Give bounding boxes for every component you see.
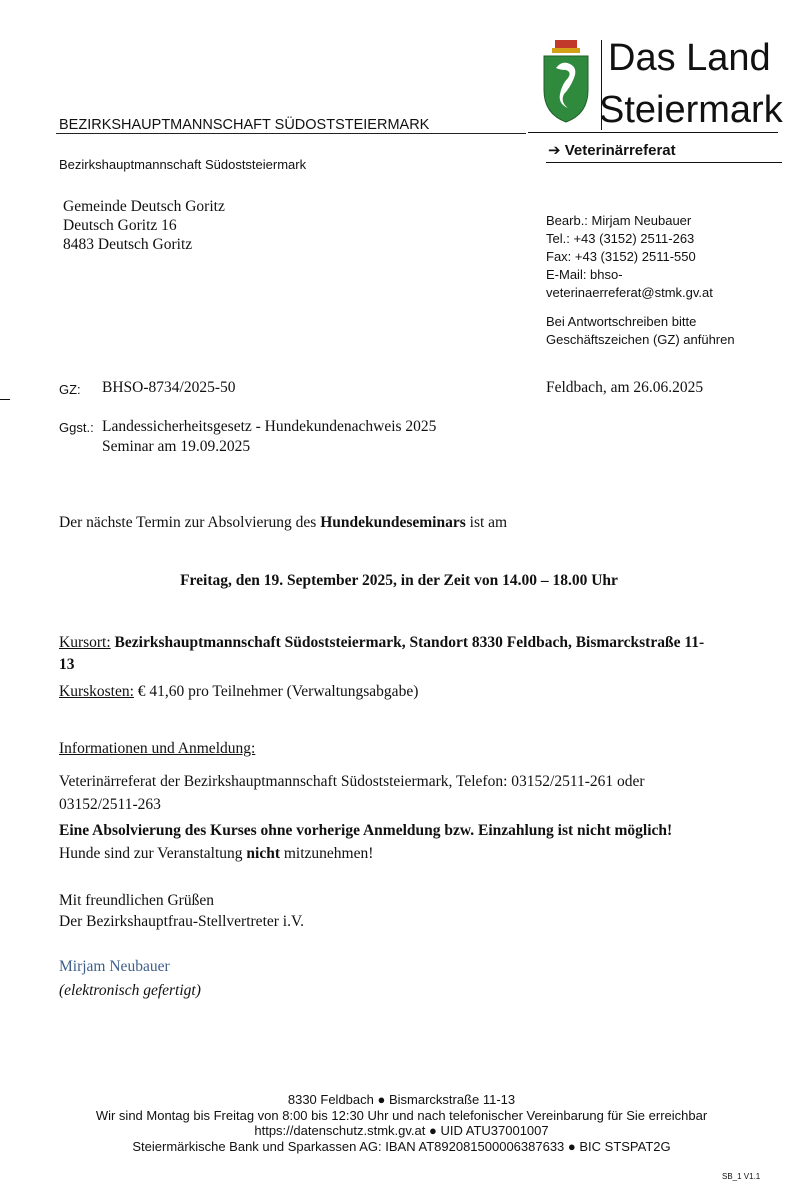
contact-block (546, 212, 713, 302)
dogs-bold: nicht (246, 845, 280, 862)
contact-bearb: Bearb.: Mirjam Neubauer (546, 213, 692, 228)
footer-privacy: https://datenschutz.stmk.gv.at ● UID ATU37001007 (254, 1123, 549, 1138)
logo-text-das-land: Das Land (608, 37, 771, 79)
dogs-post: mitzunehmen! (280, 845, 374, 862)
version-label: SB_1 V1.1 (722, 1172, 761, 1181)
closing-role: Der Bezirkshauptfrau-Stellvertreter i.V. (59, 913, 305, 930)
intro-paragraph (59, 514, 507, 532)
fold-mark (0, 399, 10, 400)
warning-line: Eine Absolvierung des Kurses ohne vorherige Anmeldung bzw. Einzahlung ist nicht möglich! (59, 822, 673, 839)
place-date: Feldbach, am 26.06.2025 (546, 379, 704, 396)
contact-email-line1: E-Mail: bhso- (546, 267, 623, 282)
info-line2: 03152/2511-263 (59, 796, 161, 813)
info-paragraph (59, 770, 645, 816)
intro-post: ist am (465, 514, 508, 531)
kurskosten-value: € 41,60 pro Teilnehmer (Verwaltungsabgabe) (133, 683, 419, 700)
signer-name: Mirjam Neubauer (59, 958, 170, 975)
recipient-street: Deutsch Goritz 16 (63, 217, 177, 234)
reply-note (546, 313, 735, 349)
footer-address: 8330 Feldbach ● Bismarckstraße 11-13 (287, 1092, 516, 1107)
footer (0, 1092, 803, 1154)
ggst-line2: Seminar am 19.09.2025 (102, 438, 251, 455)
info-line1: Veterinärreferat der Bezirkshauptmannschaft Südoststeiermark, Telefon: 03152/2511-261 oder (59, 773, 645, 790)
contact-email-line2: veterinaerreferat@stmk.gv.at (546, 285, 713, 300)
arrow-right-icon: ➔ (548, 142, 561, 159)
closing-greeting: Mit freundlichen Grüßen (59, 892, 214, 909)
kursort-paragraph (59, 632, 704, 676)
ggst-line1: Landessicherheitsgesetz - Hundekundenachweis 2025 (102, 418, 437, 435)
kursort-label: Kursort: (59, 634, 111, 651)
reply-note-line2: Geschäftszeichen (GZ) anführen (546, 332, 735, 347)
gz-value: BHSO-8734/2025-50 (102, 379, 236, 396)
coat-of-arms-logo (540, 38, 592, 124)
seminar-date-line: Freitag, den 19. September 2025, in der Zeit von 14.00 – 18.00 Uhr (180, 572, 618, 589)
ggst-subject (102, 417, 436, 457)
closing-block (59, 890, 304, 932)
department-rule (546, 162, 782, 163)
kursort-line1: Bezirkshauptmannschaft Südoststeiermark, Standort 8330 Feldbach, Bismarckstraße 11- (110, 634, 705, 651)
recipient-city: 8483 Deutsch Goritz (63, 236, 193, 253)
header-rule-left (56, 133, 526, 134)
dogs-line (59, 845, 373, 863)
dogs-pre: Hunde sind zur Veranstaltung (59, 845, 247, 862)
contact-tel: Tel.: +43 (3152) 2511-263 (546, 231, 695, 246)
footer-hours: Wir sind Montag bis Freitag von 8:00 bis 12:30 Uhr und nach telefonischer Vereinbarung für Sie erreichbar (95, 1107, 708, 1123)
recipient-address (63, 197, 225, 254)
ggst-label: Ggst.: (59, 420, 94, 435)
signed-note: (elektronisch gefertigt) (59, 982, 201, 999)
sender-line: Bezirkshauptmannschaft Südoststeiermark (59, 157, 307, 172)
department-name: Veterinärreferat (564, 142, 676, 159)
kurskosten-paragraph (59, 683, 418, 701)
intro-bold: Hundekundeseminars (320, 514, 466, 531)
authority-heading: BEZIRKSHAUPTMANNSCHAFT SÜDOSTSTEIERMARK (59, 117, 430, 133)
contact-fax: Fax: +43 (3152) 2511-550 (546, 249, 696, 264)
kursort-line2: 13 (59, 656, 75, 673)
gz-label: GZ: (59, 382, 81, 397)
info-heading: Informationen und Anmeldung: (59, 740, 256, 757)
intro-pre: Der nächste Termin zur Absolvierung des (59, 514, 321, 531)
department-label (548, 141, 676, 159)
logo-text-steiermark: Steiermark (599, 89, 783, 131)
logo-underline (528, 132, 778, 133)
reply-note-line1: Bei Antwortschreiben bitte (546, 314, 697, 329)
kurskosten-label: Kurskosten: (59, 683, 134, 700)
recipient-name: Gemeinde Deutsch Goritz (63, 198, 225, 215)
footer-bank: Steiermärkische Bank und Sparkassen AG: IBAN AT892081500006387633 ● BIC STSPAT2G (132, 1138, 671, 1154)
